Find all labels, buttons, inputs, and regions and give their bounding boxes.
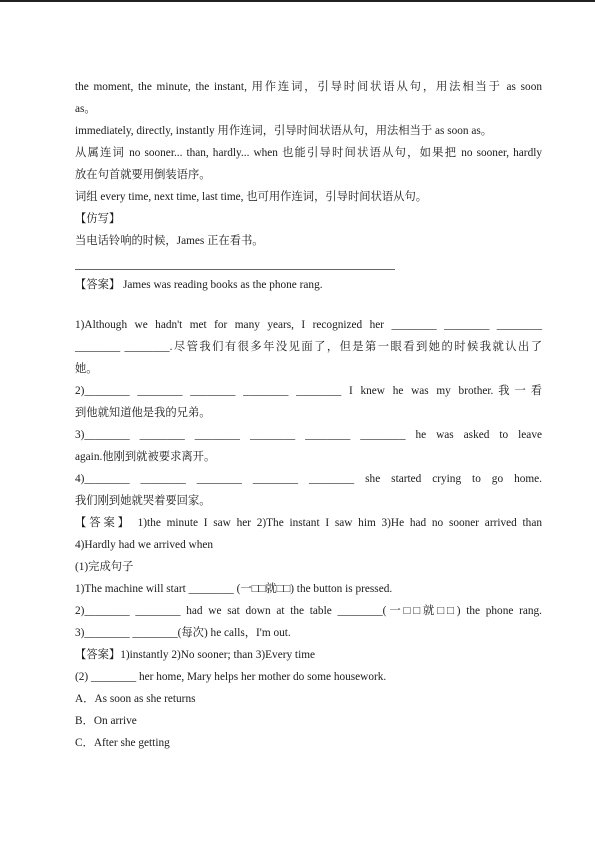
document-body <box>75 76 542 754</box>
text-line: again.他刚到就被要求离开。 <box>75 451 216 463</box>
section-heading: 【仿写】 <box>75 213 121 225</box>
text-line: 当电话铃响的时候，James 正在看书。 <box>75 235 264 247</box>
spacer <box>75 296 542 314</box>
answer-line: 【答案】 James was reading books as the phone rang. <box>75 279 323 291</box>
text-line: the moment, the minute, the instant, 用作连词，引导时间状语从句，用法相当于 as soon <box>75 81 542 93</box>
blank-underline <box>75 257 395 270</box>
text-line: 1)Although we hadn't met for many years, I recognized her ________ ________ ________ <box>75 319 542 331</box>
question-line: (2) ________ her home, Mary helps her mother do some housework. <box>75 671 387 683</box>
text-line: 放在句首就要用倒装语序。 <box>75 169 211 181</box>
text-line: 到他就知道他是我的兄弟。 <box>75 407 211 419</box>
text-line: 我们刚到她就哭着要回家。 <box>75 495 211 507</box>
text-line: 2)________ ________ had we sat down at the table ________(一□□就□□) the phone rang. <box>75 605 542 617</box>
text-line: 2)________ ________ ________ ________ ________ I knew he was my brother.我一看 <box>75 385 542 397</box>
text-line: 4)________ ________ ________ ________ ________ she started crying to go home. <box>75 473 542 485</box>
answer-line: 4)Hardly had we arrived when <box>75 539 214 551</box>
section-heading: (1)完成句子 <box>75 561 134 573</box>
option-b: B．On arrive <box>75 715 137 727</box>
option-a: A．As soon as she returns <box>75 693 196 705</box>
answer-blank-line <box>75 252 542 274</box>
text-line: 词组 every time, next time, last time, 也可用作连词，引导时间状语从句。 <box>75 191 428 203</box>
answer-line: 【答案】1)instantly 2)No sooner; than 3)Every time <box>75 649 316 661</box>
text-line: 3)________ ________ ________ ________ ________ ________ he was asked to leave <box>75 429 542 441</box>
text-line: as。 <box>75 103 96 115</box>
text-line: 她。 <box>75 363 98 375</box>
text-line: 3)________ ________(每次) he calls，I'm out. <box>75 627 291 639</box>
text-line: ________ ________.尽管我们有很多年没见面了，但是第一眼看到她的时候我就认出了 <box>75 341 542 353</box>
answer-line: 【答案】 1)the minute I saw her 2)The instant I saw him 3)He had no sooner arrived than <box>75 517 542 529</box>
top-border <box>0 0 595 2</box>
text-line: 1)The machine will start ________ (一□□就□□) the button is pressed. <box>75 583 393 595</box>
option-c: C．After she getting <box>75 737 170 749</box>
text-line: 从属连词 no sooner... than, hardly... when 也能引导时间状语从句，如果把 no sooner, hardly <box>75 147 542 159</box>
text-line: immediately, directly, instantly 用作连词，引导时间状语从句，用法相当于 as soon as。 <box>75 125 493 137</box>
